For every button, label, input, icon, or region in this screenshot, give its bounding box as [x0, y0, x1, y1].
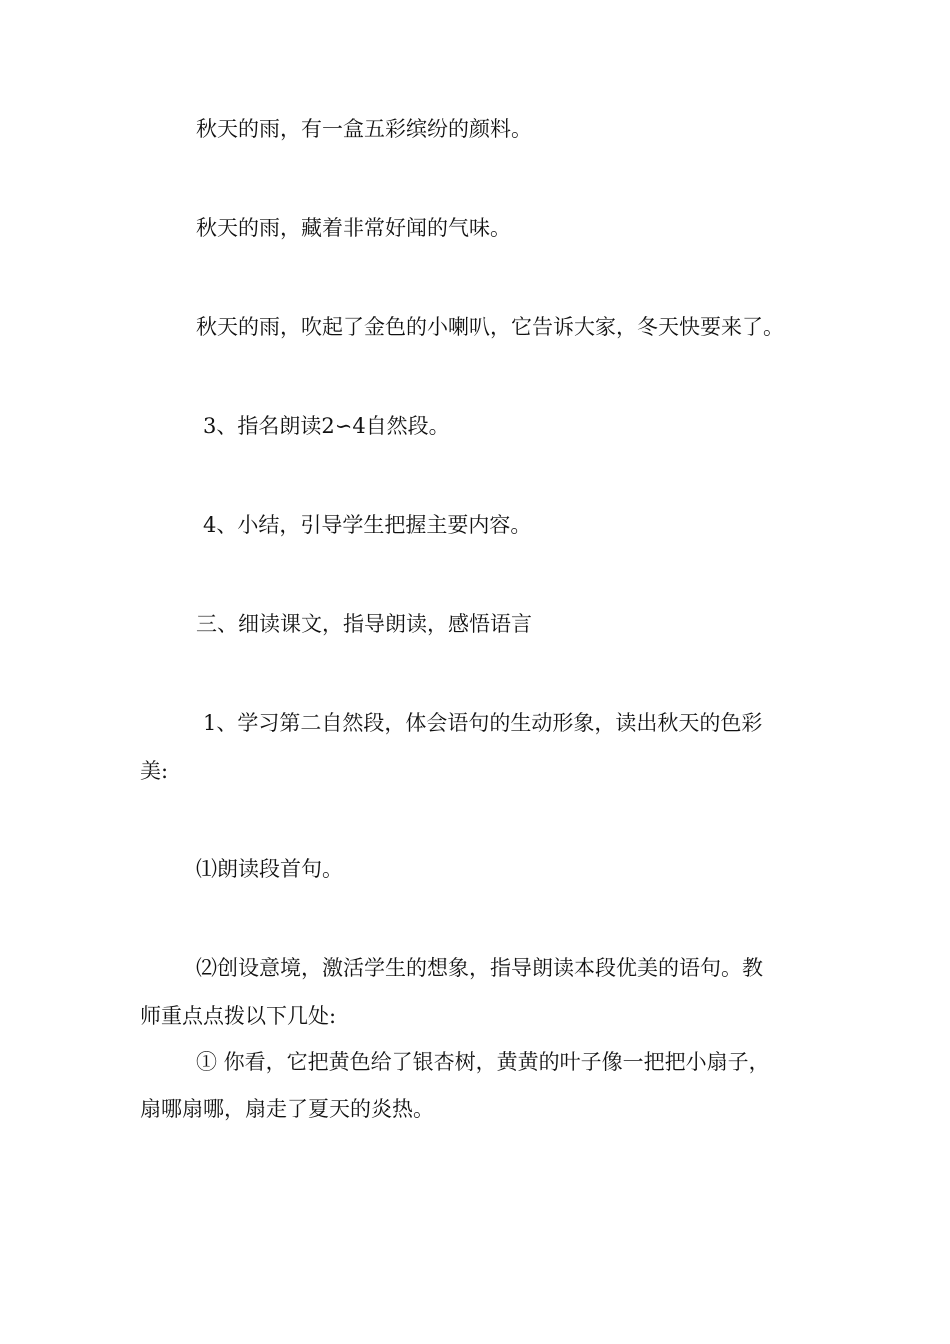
- paragraph-line: 扇哪扇哪，扇走了夏天的炎热。: [140, 1097, 434, 1121]
- paragraph-line: 秋天的雨，有一盒五彩缤纷的颜料。: [196, 117, 532, 141]
- section-heading: 三、细读课文，指导朗读，感悟语言: [196, 612, 532, 636]
- paragraph-line: ① 你看，它把黄色给了银杏树，黄黄的叶子像一把把小扇子，: [196, 1050, 770, 1074]
- paragraph-line: 师重点点拨以下几处:: [140, 1004, 337, 1028]
- paragraph-line: ⑴朗读段首句。: [196, 857, 343, 881]
- paragraph-line: 4、小结，引导学生把握主要内容。: [203, 513, 532, 537]
- paragraph-line: ⑵创设意境，激活学生的想象，指导朗读本段优美的语句。教: [196, 956, 763, 980]
- paragraph-line: 秋天的雨，吹起了金色的小喇叭，它告诉大家，冬天快要来了。: [196, 315, 784, 339]
- paragraph-line: 1、学习第二自然段，体会语句的生动形象，读出秋天的色彩: [203, 711, 763, 735]
- paragraph-line: 3、指名朗读2∽4自然段。: [203, 414, 450, 438]
- paragraph-line: 秋天的雨，藏着非常好闻的气味。: [196, 216, 511, 240]
- paragraph-line: 美:: [140, 759, 169, 783]
